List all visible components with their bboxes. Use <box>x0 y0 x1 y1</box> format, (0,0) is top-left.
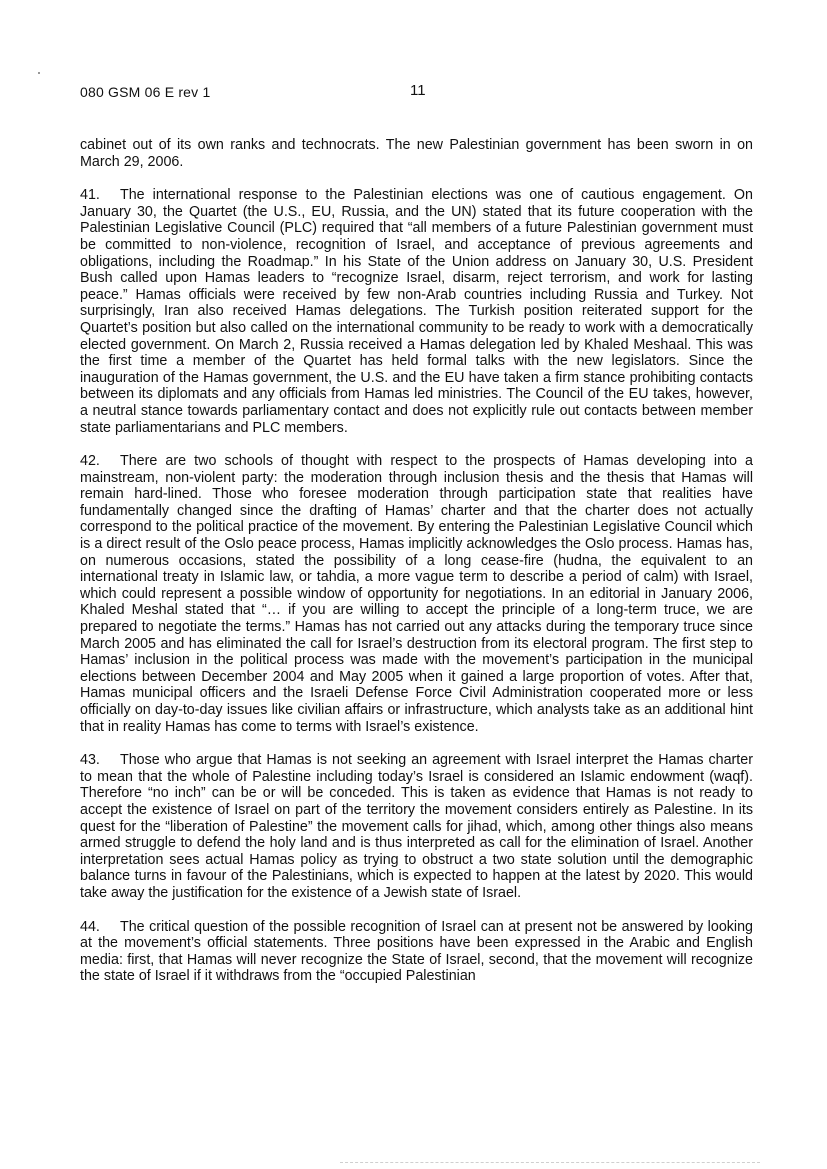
scan-speck <box>38 72 40 74</box>
paragraph-number: 43. <box>80 752 100 769</box>
paragraph-43 <box>80 752 753 901</box>
paragraph-number: 41. <box>80 187 100 204</box>
paragraph-42 <box>80 453 753 735</box>
paragraph-number: 42. <box>80 453 100 470</box>
page-number: 11 <box>410 82 426 99</box>
paragraph-text: Those who argue that Hamas is not seeking an agreement with Israel interpret the Hamas charter to mean that the whole of Palestine including today’s Israel is considered an Islamic endowment (waqf). Therefore “no inch” can be or will be conceded. This is taken as evidence that Hamas is not ready to accept the existence of Israel on part of the territory the movement considers entirely as Palestine. In its quest for the “liberation of Palestine” the movement calls for jihad, which, among other things also means armed struggle to defend the holy land and is thus interpreted as call for the elimination of Israel. Another interpretation sees actual Hamas policy as trying to obstruct a two state solution until the demographic balance turns in favour of the Palestinians, which is expected to happen at the latest by 2020. This would take away the justification for the existence of a Jewish state of Israel. <box>80 752 753 901</box>
paragraph-continuation <box>80 137 753 170</box>
body-text <box>80 137 753 1002</box>
paragraph-41 <box>80 187 753 436</box>
paragraph-text: The critical question of the possible recognition of Israel can at present not be answered by looking at the movement’s official statements. Three positions have been expressed in the Arabic and English media: first, that Hamas will never recognize the State of Israel, second, that the movement will recognize the state of Israel if it withdraws from the “occupied Palestinian <box>80 918 753 985</box>
paragraph-text: cabinet out of its own ranks and technocrats. The new Palestinian government has been sworn in on March 29, 2006. <box>80 137 753 170</box>
scan-footer-marks <box>340 1162 760 1165</box>
document-reference: 080 GSM 06 E rev 1 <box>80 84 211 100</box>
paragraph-text: There are two schools of thought with respect to the prospects of Hamas developing into a mainstream, non-violent party: the moderation through inclusion thesis and the thesis that Hamas will remain hard-lined. Those who foresee moderation through participation state that realities have fundamentally changed since the drafting of Hamas’ charter and that the charter does not actually correspond to the political practice of the movement. By entering the Palestinian Legislative Council which is a direct result of the Oslo peace process, Hamas implicitly acknowledges the Oslo process. Hamas has, on numerous occasions, stated the possibility of a long cease-fire (hudna, the equivalent to an international treaty in Islamic law, or tahdia, a more vague term to describe a period of calm) with Israel, which could represent a possible window of opportunity for negotiations. In an editorial in January 2006, Khaled Meshal stated that “… if you are willing to accept the principle of a long-term truce, we are prepared to negotiate the terms.” Hamas has not carried out any attacks during the temporary truce since March 2005 and has eliminated the call for Israel’s destruction from its electoral program. The first step to Hamas’ inclusion in the political process was made with the movement’s participation in the municipal elections between December 2004 and May 2005 when it gained a large proportion of votes. After that, Hamas municipal officers and the Israeli Defense Force Civil Administration cooperated more or less officially on day-to-day issues like civilian affairs or infrastructure, which analysts take as an additional hint that in reality Hamas has come to terms with Israel’s existence. <box>80 453 753 735</box>
paragraph-44 <box>80 919 753 985</box>
paragraph-number: 44. <box>80 918 100 935</box>
paragraph-text: The international response to the Palestinian elections was one of cautious engagement. On January 30, the Quartet (the U.S., EU, Russia, and the UN) stated that its future cooperation with the Palestinian Legislative Council (PLC) required that “all members of a future Palestinian government must be committed to non-violence, recognition of Israel, and acceptance of previous agreements and obligations, including the Roadmap.” In his State of the Union address on January 30, U.S. President Bush called upon Hamas leaders to “recognize Israel, disarm, reject terrorism, and work for lasting peace.” Hamas officials were received by few non-Arab countries including Russia and Turkey. Not surprisingly, Iran also received Hamas delegations. The Turkish position reiterated support for the Quartet’s position but also called on the international community to be ready to work with a democratically elected government. On March 2, Russia received a Hamas delegation led by Khaled Meshaal. This was the first time a member of the Quartet has held formal talks with the new legislators. Since the inauguration of the Hamas government, the U.S. and the EU have taken a firm stance prohibiting contacts between its diplomats and any officials from Hamas led ministries. The Council of the EU takes, however, a neutral stance towards parliamentary contact and does not explicitly rule out contacts between member state parliamentarians and PLC members. <box>80 187 753 436</box>
